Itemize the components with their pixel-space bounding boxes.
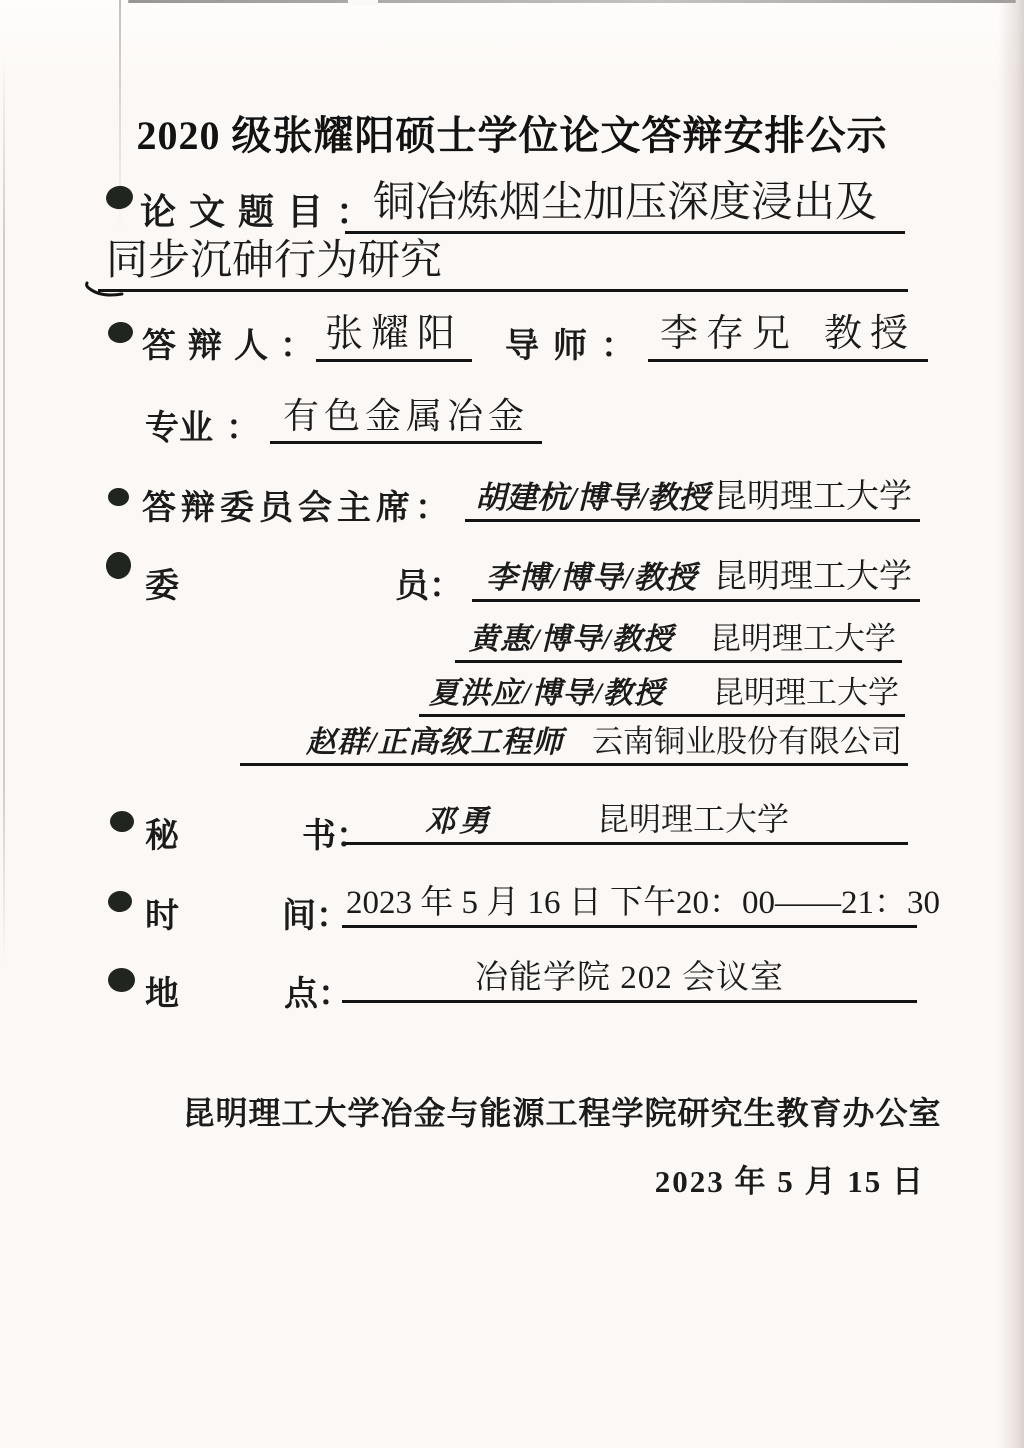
- committee-chair-name: 胡建杭/博导/教授: [475, 480, 710, 515]
- secretary-name: 邓勇: [425, 805, 493, 838]
- footer-date: 2023 年 5 月 15 日: [654, 1164, 925, 1199]
- committee-member-label-left: 委: [145, 568, 179, 605]
- bullet-icon: [110, 811, 134, 832]
- committee-member-name: 黄惠/博导/教授: [469, 623, 674, 656]
- secretary-label: [145, 808, 370, 857]
- bullet-icon: [108, 968, 135, 992]
- committee-chair-label: 答辩委员会主席：: [142, 490, 454, 527]
- thesis-title-label: 论文题目：: [140, 192, 386, 232]
- bullet-icon: [107, 890, 133, 913]
- bullet-icon: [104, 184, 135, 211]
- scan-right-edge-shadow: [998, 0, 1024, 1448]
- time-label-left: 时: [145, 898, 179, 935]
- thesis-title-line2-text: 同步沉砷行为研究: [106, 238, 443, 284]
- bullet-icon: [108, 488, 129, 506]
- committee-member-name: 赵群/正高级工程师: [306, 726, 564, 759]
- location-value: 冶能学院 202 会议室: [342, 962, 917, 1003]
- scan-top-edge-line: [128, 0, 1016, 3]
- committee-member-label-right: 员：: [395, 568, 463, 605]
- secretary-org: 昆明理工大学: [597, 801, 790, 837]
- time-value: [342, 884, 940, 928]
- committee-chair-field: [465, 476, 920, 522]
- major-label-text: 专业: [145, 410, 213, 447]
- committee-member-row: [240, 726, 908, 766]
- footer-office-name: 昆明理工大学冶金与能源工程学院研究生教育办公室: [182, 1095, 942, 1131]
- time-label-right: 间：: [282, 898, 350, 935]
- committee-member-org: 昆明理工大学: [713, 675, 899, 710]
- supervisor-label: 导师：: [505, 328, 649, 365]
- committee-member-org: 云南铜业股份有限公司: [592, 724, 902, 759]
- location-label-left: 地: [145, 976, 179, 1013]
- secretary-field: [345, 801, 908, 845]
- thesis-title-line1: 铜冶炼烟尘加压深度浸出及: [345, 178, 905, 234]
- bullet-icon: [107, 321, 134, 344]
- secretary-label-right: 书：: [302, 818, 370, 855]
- supervisor-title: 教授: [824, 313, 917, 355]
- committee-member-row: [455, 621, 902, 663]
- committee-chair-org: 昆明理工大学: [714, 479, 912, 515]
- supervisor-field: [648, 312, 928, 362]
- committee-member-org: 昆明理工大学: [710, 621, 896, 656]
- major-label: [145, 400, 260, 449]
- defense-candidate-name: 张耀阳: [316, 312, 472, 362]
- defense-candidate-label: 答辩人：: [142, 328, 326, 365]
- committee-member-row: [472, 556, 920, 602]
- scan-top-edge-notch: [348, 0, 378, 5]
- time-value-text: 2023 年 5 月 16 日 下午20：00——21：30: [346, 885, 940, 921]
- supervisor-name: 李存兄: [659, 313, 798, 355]
- committee-member-name: 李博/博导/教授: [486, 560, 698, 595]
- location-label: [145, 966, 352, 1015]
- scan-left-edge-line: [3, 55, 5, 965]
- time-label: [145, 888, 350, 937]
- page-title: 2020 级张耀阳硕士学位论文答辩安排公示: [136, 113, 888, 158]
- thesis-title-line2: [98, 236, 908, 292]
- committee-member-name: 夏洪应/博导/教授: [429, 677, 665, 710]
- committee-member-label: [145, 558, 463, 607]
- major-label-colon: ：: [226, 410, 260, 447]
- bullet-icon: [104, 550, 133, 580]
- secretary-label-left: 秘: [145, 818, 179, 855]
- location-label-right: 点：: [284, 976, 352, 1013]
- major-value: 有色金属冶金: [270, 396, 542, 444]
- committee-member-org: 昆明理工大学: [714, 559, 912, 595]
- committee-member-row: [419, 675, 905, 717]
